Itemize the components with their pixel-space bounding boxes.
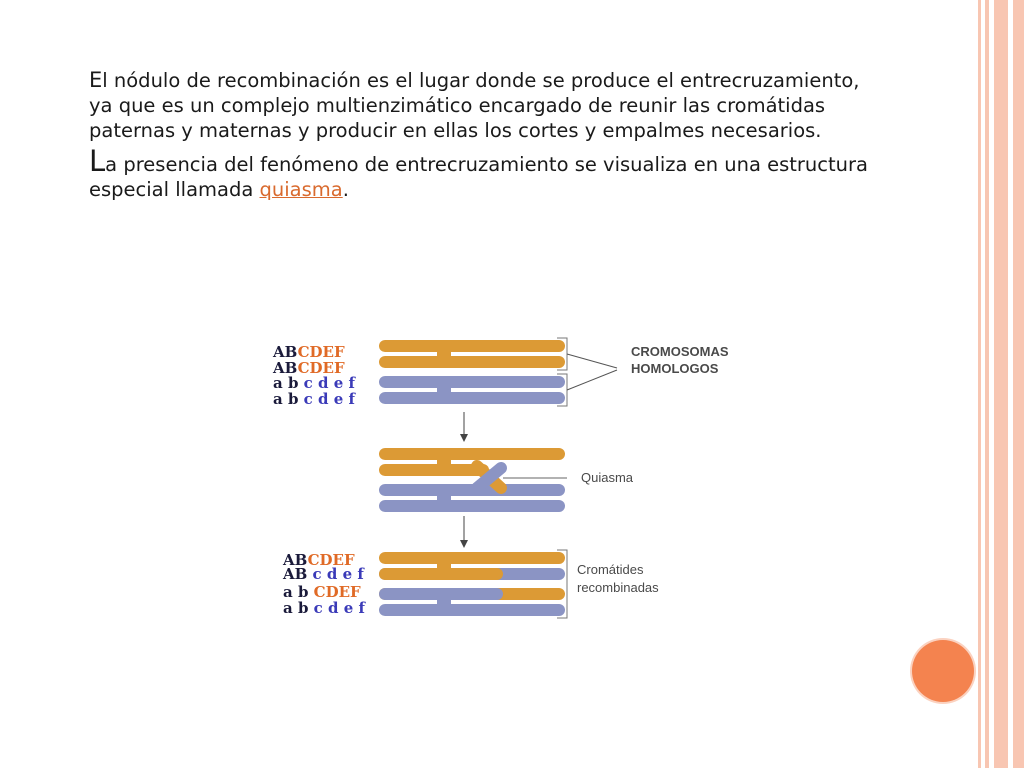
chiasma-centromere-orange [437,456,451,468]
label-bottom-1-suffix: CDEF [307,551,355,569]
recombined-chromatids [379,552,565,616]
centromere-blue [437,384,451,396]
decor-stripe-2 [985,0,989,768]
paragraph-1-body: l nódulo de recombinación es el lugar donde se produce el entrecruzamiento, ya que es un complejo multienzimático encargado de reunir las cromátidas paternas y maternas y producir en ellas los cortes y empalmes necesarios. [89,69,860,142]
quiasma-link[interactable]: quiasma [259,178,343,201]
label-top-1-prefix: AB [273,343,298,361]
label-bottom-1-prefix: AB [283,551,308,569]
chiasma-orange-1 [379,448,565,460]
chromatid-orange-2 [379,356,565,368]
recombined-centromere-orange [437,560,451,572]
paragraph-1-initial: E [89,68,103,92]
paragraph-2-end: . [342,178,349,201]
homolog-orange-pair [379,340,565,368]
homolog-blue-pair [379,376,565,404]
label-bottom-2-prefix: AB [283,565,313,583]
recombined-1 [379,552,565,564]
label-top-3-suffix: c d e f [303,374,355,392]
label-top-4 [273,390,356,408]
annotation-recombinadas: recombinadas [577,580,659,595]
paragraph-2 [89,145,889,202]
label-bottom-3-prefix: a b [283,583,314,601]
recombined-4 [379,604,565,616]
label-bottom-4-suffix: c d e f [313,599,365,617]
label-bottom-4-prefix: a b [283,599,314,617]
decor-circle [912,640,974,702]
slide-text [89,68,889,202]
paragraph-1 [89,68,889,143]
decor-stripe-4 [1013,0,1024,768]
label-bottom-2-suffix: c d e f [312,565,364,583]
label-top-2-suffix: CDEF [297,359,345,377]
chromatid-orange-1 [379,340,565,352]
label-top-4-suffix: c d e f [303,390,355,408]
pointer-homologos-1 [567,354,617,368]
label-top-4-prefix: a b [273,390,304,408]
centromere-orange [437,348,451,360]
label-bottom-2 [282,565,365,583]
label-bottom-3-suffix: CDEF [313,583,361,601]
annotation-cromosomas: CROMOSOMAS [631,344,729,359]
crossing-over-diagram [265,328,745,623]
chiasma-blue-2 [379,500,565,512]
pointer-homologos-2 [567,370,617,390]
annotation-homologos: HOMOLOGOS [631,361,719,376]
annotation-cromatides: Cromátides [577,562,644,577]
paragraph-2-body: a presencia del fenómeno de entrecruzamiento se visualiza en una estructura especial llamada [89,153,868,201]
label-top-2-prefix: AB [273,359,298,377]
label-top-1-suffix: CDEF [297,343,345,361]
decor-stripe-3 [994,0,1008,768]
chromatid-blue-2 [379,392,565,404]
label-top-3-prefix: a b [273,374,304,392]
paragraph-2-initial: L [89,144,106,178]
chiasma-centromere-blue [437,492,451,504]
chiasma-stage [379,448,565,512]
annotation-quiasma: Quiasma [581,470,634,485]
recombined-centromere-blue [437,596,451,608]
label-bottom-4 [283,599,366,617]
chromatid-blue-1 [379,376,565,388]
decor-stripe-1 [978,0,981,768]
